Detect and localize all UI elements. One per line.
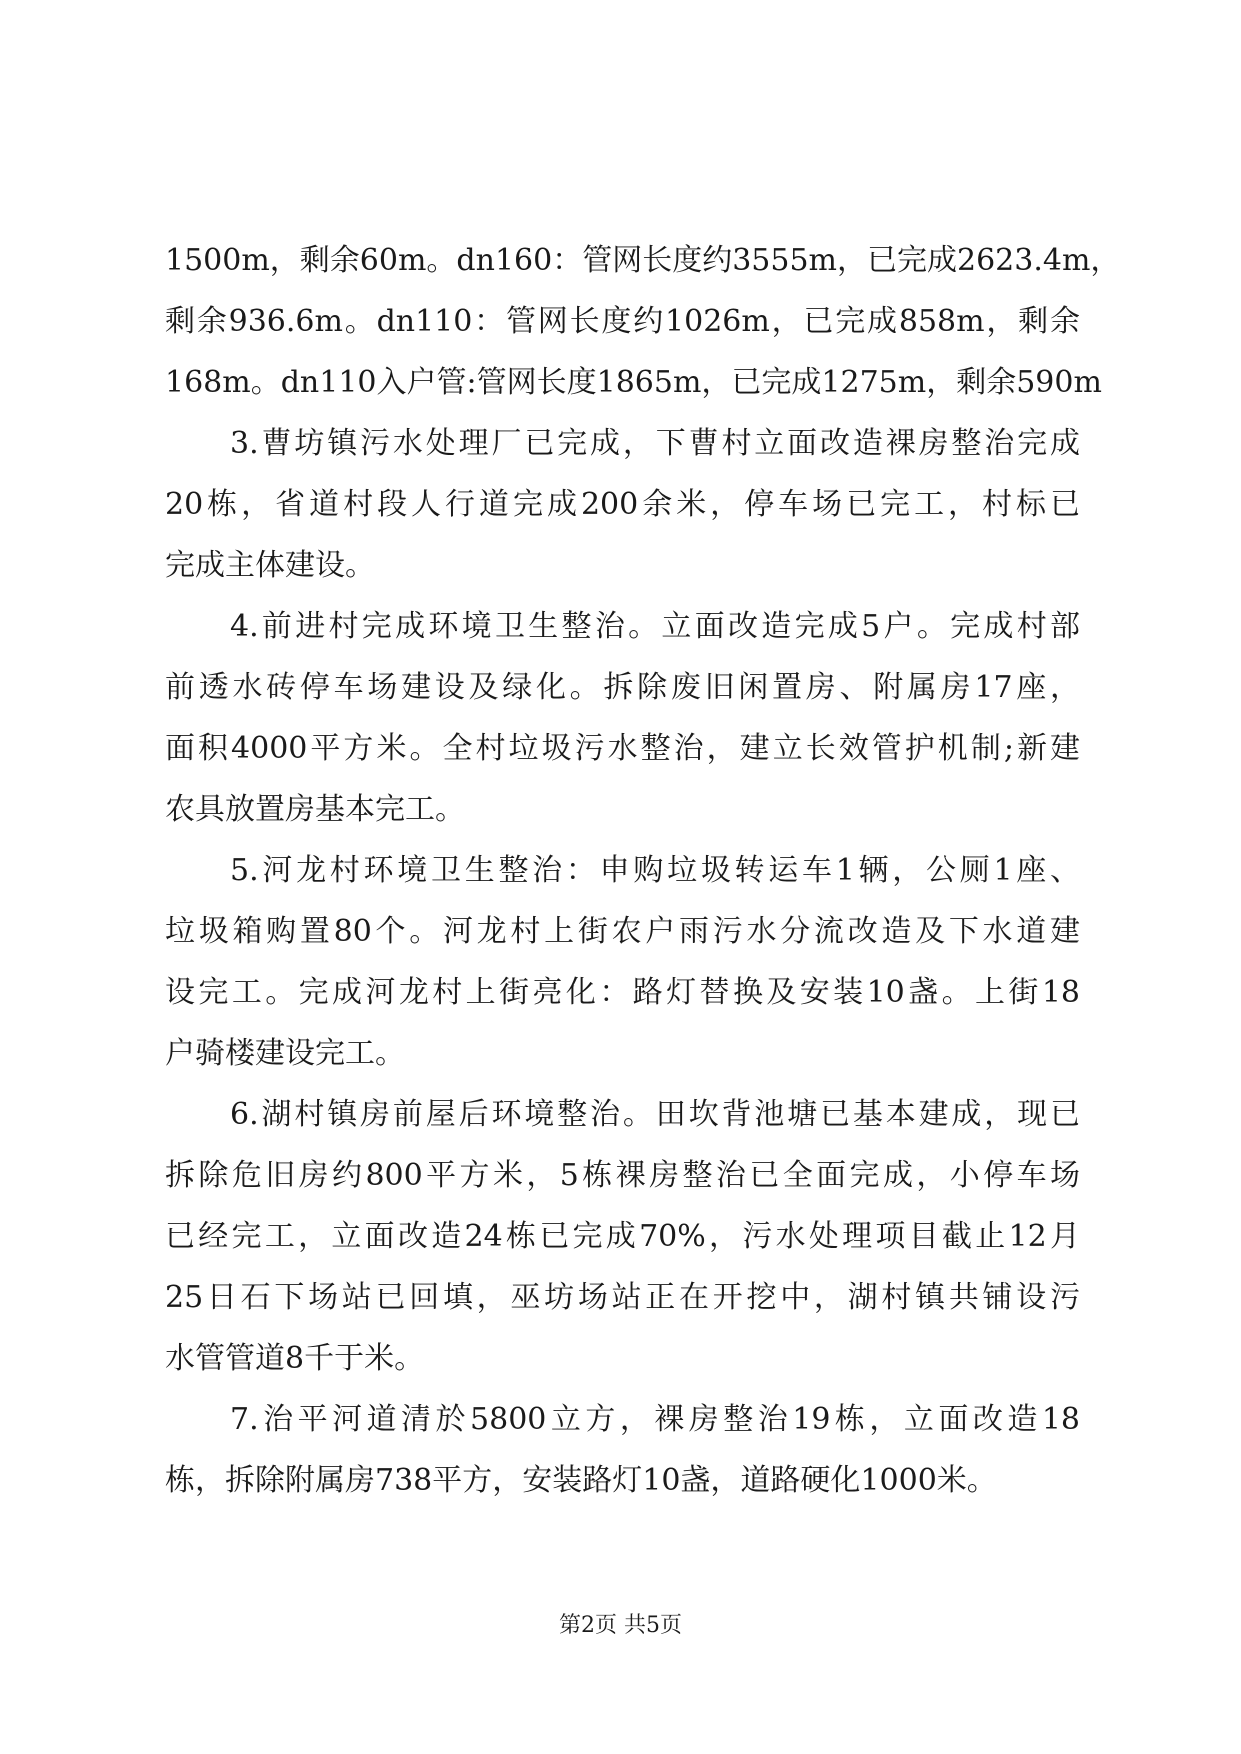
text-line: 完成主体建设。 bbox=[165, 548, 375, 583]
text-line: 面积4000平方米。全村垃圾污水整治，建立长效管护机制;新建 bbox=[165, 731, 1080, 766]
paragraph-item-5 bbox=[165, 840, 1080, 1084]
document-body bbox=[165, 230, 1121, 1511]
paragraph-pipe-network bbox=[165, 230, 1121, 413]
text-line: 农具放置房基本完工。 bbox=[165, 792, 465, 827]
text-line: 20栋，省道村段人行道完成200余米，停车场已完工，村标已 bbox=[165, 487, 1080, 522]
text-line: 6.湖村镇房前屋后环境整治。田坎背池塘已基本建成，现已 bbox=[230, 1097, 1080, 1132]
paragraph-item-3 bbox=[165, 413, 1080, 596]
text-line: 栋，拆除附属房738平方，安装路灯10盏，道路硬化1000米。 bbox=[165, 1463, 997, 1498]
text-line: 4.前进村完成环境卫生整治。立面改造完成5户。完成村部 bbox=[230, 609, 1080, 644]
text-line: 水管管道8千于米。 bbox=[165, 1341, 425, 1376]
paragraph-item-6 bbox=[165, 1084, 1080, 1389]
text-line: 已经完工，立面改造24栋已完成70%，污水处理项目截止12月 bbox=[165, 1219, 1080, 1254]
text-line: 3.曹坊镇污水处理厂已完成，下曹村立面改造裸房整治完成 bbox=[230, 426, 1080, 461]
text-line: 设完工。完成河龙村上街亮化：路灯替换及安装10盏。上街18 bbox=[165, 975, 1080, 1010]
text-line: 25日石下场站已回填，巫坊场站正在开挖中，湖村镇共铺设污 bbox=[165, 1280, 1080, 1315]
text-line: 1500m，剩余60m。dn160：管网长度约3555m，已完成2623.4m， bbox=[165, 243, 1121, 278]
text-line: 前透水砖停车场建设及绿化。拆除废旧闲置房、附属房17座， bbox=[165, 670, 1080, 705]
paragraph-item-7 bbox=[165, 1389, 1080, 1511]
text-line: 168m。dn110入户管:管网长度1865m，已完成1275m，剩余590m bbox=[165, 365, 1102, 400]
page-number-footer: 第2页 共5页 bbox=[559, 1613, 682, 1638]
text-line: 剩余936.6m。dn110：管网长度约1026m，已完成858m，剩余 bbox=[165, 304, 1080, 339]
text-line: 户骑楼建设完工。 bbox=[165, 1036, 405, 1071]
text-line: 拆除危旧房约800平方米，5栋裸房整治已全面完成，小停车场 bbox=[165, 1158, 1080, 1193]
text-line: 垃圾箱购置80个。河龙村上街农户雨污水分流改造及下水道建 bbox=[165, 914, 1080, 949]
text-line: 7.治平河道清於5800立方，裸房整治19栋，立面改造18 bbox=[230, 1402, 1080, 1437]
text-line: 5.河龙村环境卫生整治：申购垃圾转运车1辆，公厕1座、 bbox=[230, 853, 1080, 888]
paragraph-item-4 bbox=[165, 596, 1080, 840]
